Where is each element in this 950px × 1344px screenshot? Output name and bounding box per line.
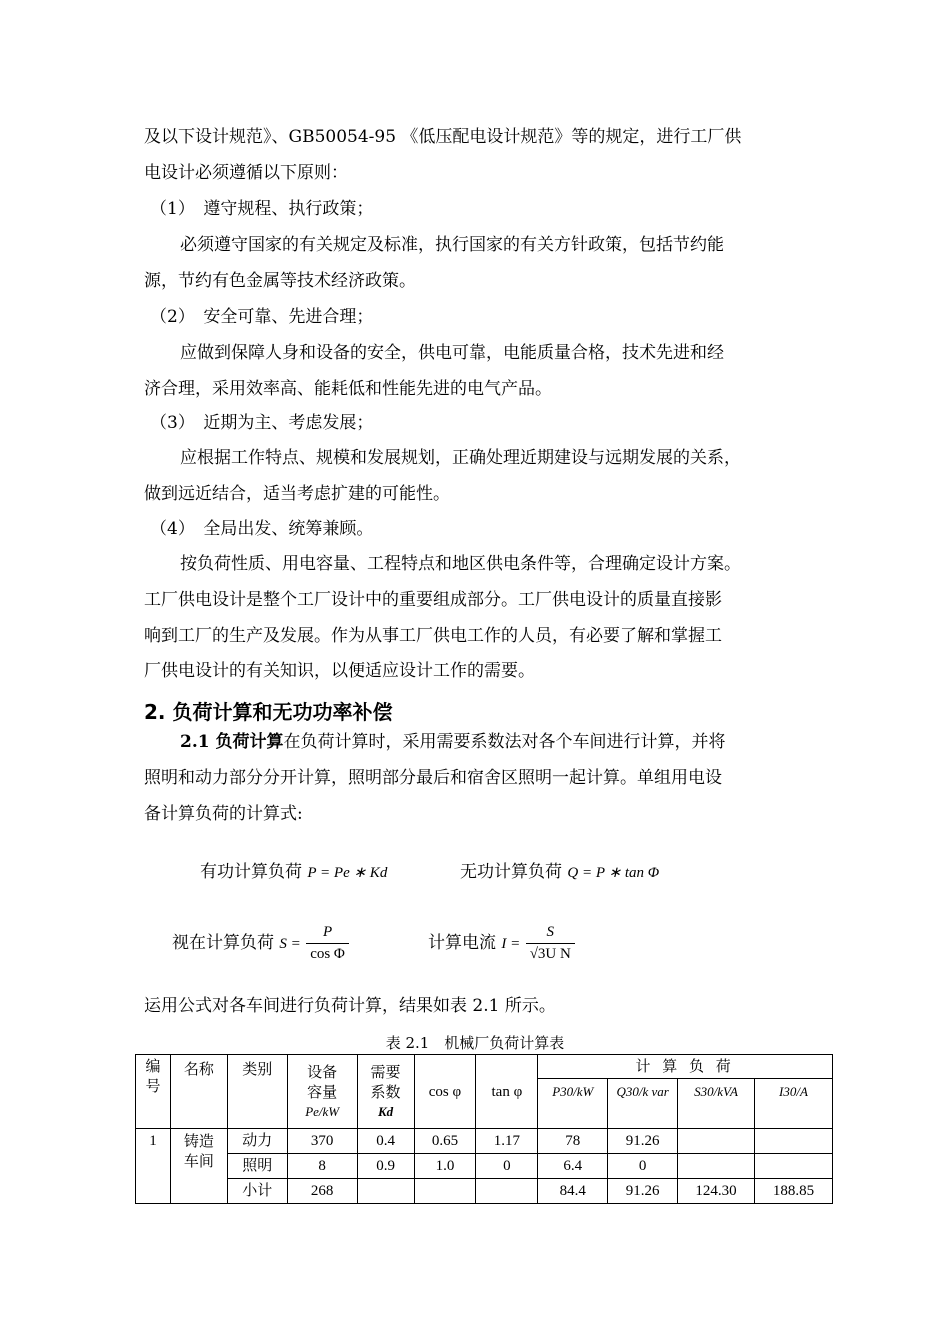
cell-kd: 0.9 — [357, 1154, 414, 1179]
paragraph-line: 应根据工作特点、规模和发展规划，正确处理近期建设与远期发展的关系， — [180, 448, 741, 468]
cell-capacity: 370 — [287, 1129, 357, 1154]
cell-q30: 91.26 — [608, 1179, 678, 1204]
header-q30: Q30/k var — [608, 1079, 678, 1129]
formula-apparent-power — [172, 924, 349, 963]
cell-i30 — [755, 1129, 833, 1154]
section-2-1-label: 2.1 负荷计算 — [180, 732, 284, 752]
header-p30: P30/kW — [538, 1079, 608, 1129]
paragraph-line: 响到工厂的生产及发展。作为从事工厂供电工作的人员，有必要了解和掌握工 — [144, 626, 722, 646]
cell-capacity: 8 — [287, 1154, 357, 1179]
section-2-1-line — [180, 731, 860, 753]
fraction — [306, 924, 349, 963]
fraction-numerator: P — [306, 924, 349, 944]
paragraph-line: 源，节约有色金属等技术经济政策。 — [144, 271, 416, 291]
formula-reactive-power — [460, 857, 659, 882]
header-calc-load: 计 算 负 荷 — [538, 1055, 833, 1079]
formula-lhs: S = — [279, 936, 301, 952]
cell-p30: 6.4 — [538, 1154, 608, 1179]
cell-kd — [357, 1179, 414, 1204]
paragraph-line: 备计算负荷的计算式: — [144, 804, 303, 824]
paragraph-line: 照明和动力部分分开计算，照明部分最后和宿舍区照明一起计算。单组用电设 — [144, 768, 722, 788]
cell-s30: 124.30 — [678, 1179, 755, 1204]
paragraph-line: 电设计必须遵循以下原则： — [144, 163, 348, 183]
cell-tan: 1.17 — [476, 1129, 538, 1154]
formula-label: 计算电流 — [428, 933, 496, 953]
fraction-denominator: cos Φ — [310, 946, 345, 962]
formula-label: 视在计算负荷 — [172, 933, 274, 953]
table-caption: 表 2.1 机械厂负荷计算表 — [385, 1034, 565, 1052]
header-cos: cos φ — [414, 1055, 476, 1129]
header-capacity-unit: Pe/kW — [305, 1103, 340, 1119]
formula-expression: P = Pe ∗ Kd — [307, 865, 388, 881]
paragraph-line: 做到远近结合，适当考虑扩建的可能性。 — [144, 484, 450, 504]
cell-kd: 0.4 — [357, 1129, 414, 1154]
paragraph-line: 应做到保障人身和设备的安全，供电可靠，电能质量合格，技术先进和经 — [180, 343, 724, 363]
header-name: 名称 — [170, 1055, 227, 1129]
paragraph-line: 运用公式对各车间进行负荷计算，结果如表 2.1 所示。 — [144, 996, 556, 1016]
formula-label: 无功计算负荷 — [460, 862, 562, 882]
cell-cos — [414, 1179, 476, 1204]
paragraph-line: 按负荷性质、用电容量、工程特点和地区供电条件等，合理确定设计方案。 — [180, 554, 741, 574]
cell-name: 铸造车间 — [170, 1129, 227, 1204]
formula-expression: Q = P ∗ tan Φ — [567, 865, 660, 881]
cell-capacity: 268 — [287, 1179, 357, 1204]
paragraph-line: 工厂供电设计是整个工厂设计中的重要组成部分。工厂供电设计的质量直接影 — [144, 590, 722, 610]
cell-s30 — [678, 1154, 755, 1179]
cell-i30: 188.85 — [755, 1179, 833, 1204]
fraction-denominator: √3U N — [529, 946, 571, 962]
load-calculation-table — [135, 1054, 833, 1204]
cell-s30 — [678, 1129, 755, 1154]
cell-p30: 78 — [538, 1129, 608, 1154]
formula-label: 有功计算负荷 — [200, 862, 302, 882]
cell-q30: 0 — [608, 1154, 678, 1179]
principle-item-1: （1） 遵守规程、执行政策； — [150, 199, 374, 219]
formula-lhs: I = — [501, 936, 521, 952]
cell-cos: 0.65 — [414, 1129, 476, 1154]
cell-cos: 1.0 — [414, 1154, 476, 1179]
header-capacity-label: 设备容量 — [307, 1064, 338, 1101]
formula-current — [428, 924, 575, 963]
cell-q30: 91.26 — [608, 1129, 678, 1154]
paragraph-line: 济合理，采用效率高、能耗低和性能先进的电气产品。 — [144, 379, 552, 399]
header-demand-label: 需要系数 — [370, 1064, 401, 1101]
principle-item-4: （4） 全局出发、统筹兼顾。 — [150, 519, 374, 539]
section-heading: 2. 负荷计算和无功功率补偿 — [144, 700, 393, 724]
fraction-numerator: S — [526, 924, 575, 944]
header-i30: I30/A — [755, 1079, 833, 1129]
paragraph-line: 厂供电设计的有关知识，以便适应设计工作的需要。 — [144, 661, 535, 681]
formula-active-power — [200, 857, 387, 882]
header-s30: S30/kVA — [678, 1079, 755, 1129]
header-demand-symbol: Kd — [377, 1103, 394, 1119]
cell-type: 照明 — [227, 1154, 287, 1179]
principle-item-2: （2） 安全可靠、先进合理； — [150, 307, 374, 327]
table-row — [136, 1179, 833, 1204]
header-tan: tan φ — [476, 1055, 538, 1129]
cell-tan: 0 — [476, 1154, 538, 1179]
section-2-1-text: 在负荷计算时，采用需要系数法对各个车间进行计算，并将 — [283, 732, 726, 752]
table-row — [136, 1154, 833, 1179]
cell-type: 动力 — [227, 1129, 287, 1154]
fraction — [526, 924, 575, 963]
principle-item-3: （3） 近期为主、考虑发展； — [150, 413, 374, 433]
paragraph-line: 及以下设计规范》、GB50054-95 《低压配电设计规范》等的规定，进行工厂供 — [144, 127, 742, 147]
header-type: 类别 — [227, 1055, 287, 1129]
cell-tan — [476, 1179, 538, 1204]
cell-type: 小计 — [227, 1179, 287, 1204]
header-demand — [357, 1055, 414, 1129]
cell-p30: 84.4 — [538, 1179, 608, 1204]
header-capacity — [287, 1055, 357, 1129]
cell-i30 — [755, 1154, 833, 1179]
table-row — [136, 1129, 833, 1154]
header-no: 编号 — [136, 1055, 171, 1129]
cell-no: 1 — [136, 1129, 171, 1204]
paragraph-line: 必须遵守国家的有关规定及标准，执行国家的有关方针政策，包括节约能 — [180, 235, 724, 255]
